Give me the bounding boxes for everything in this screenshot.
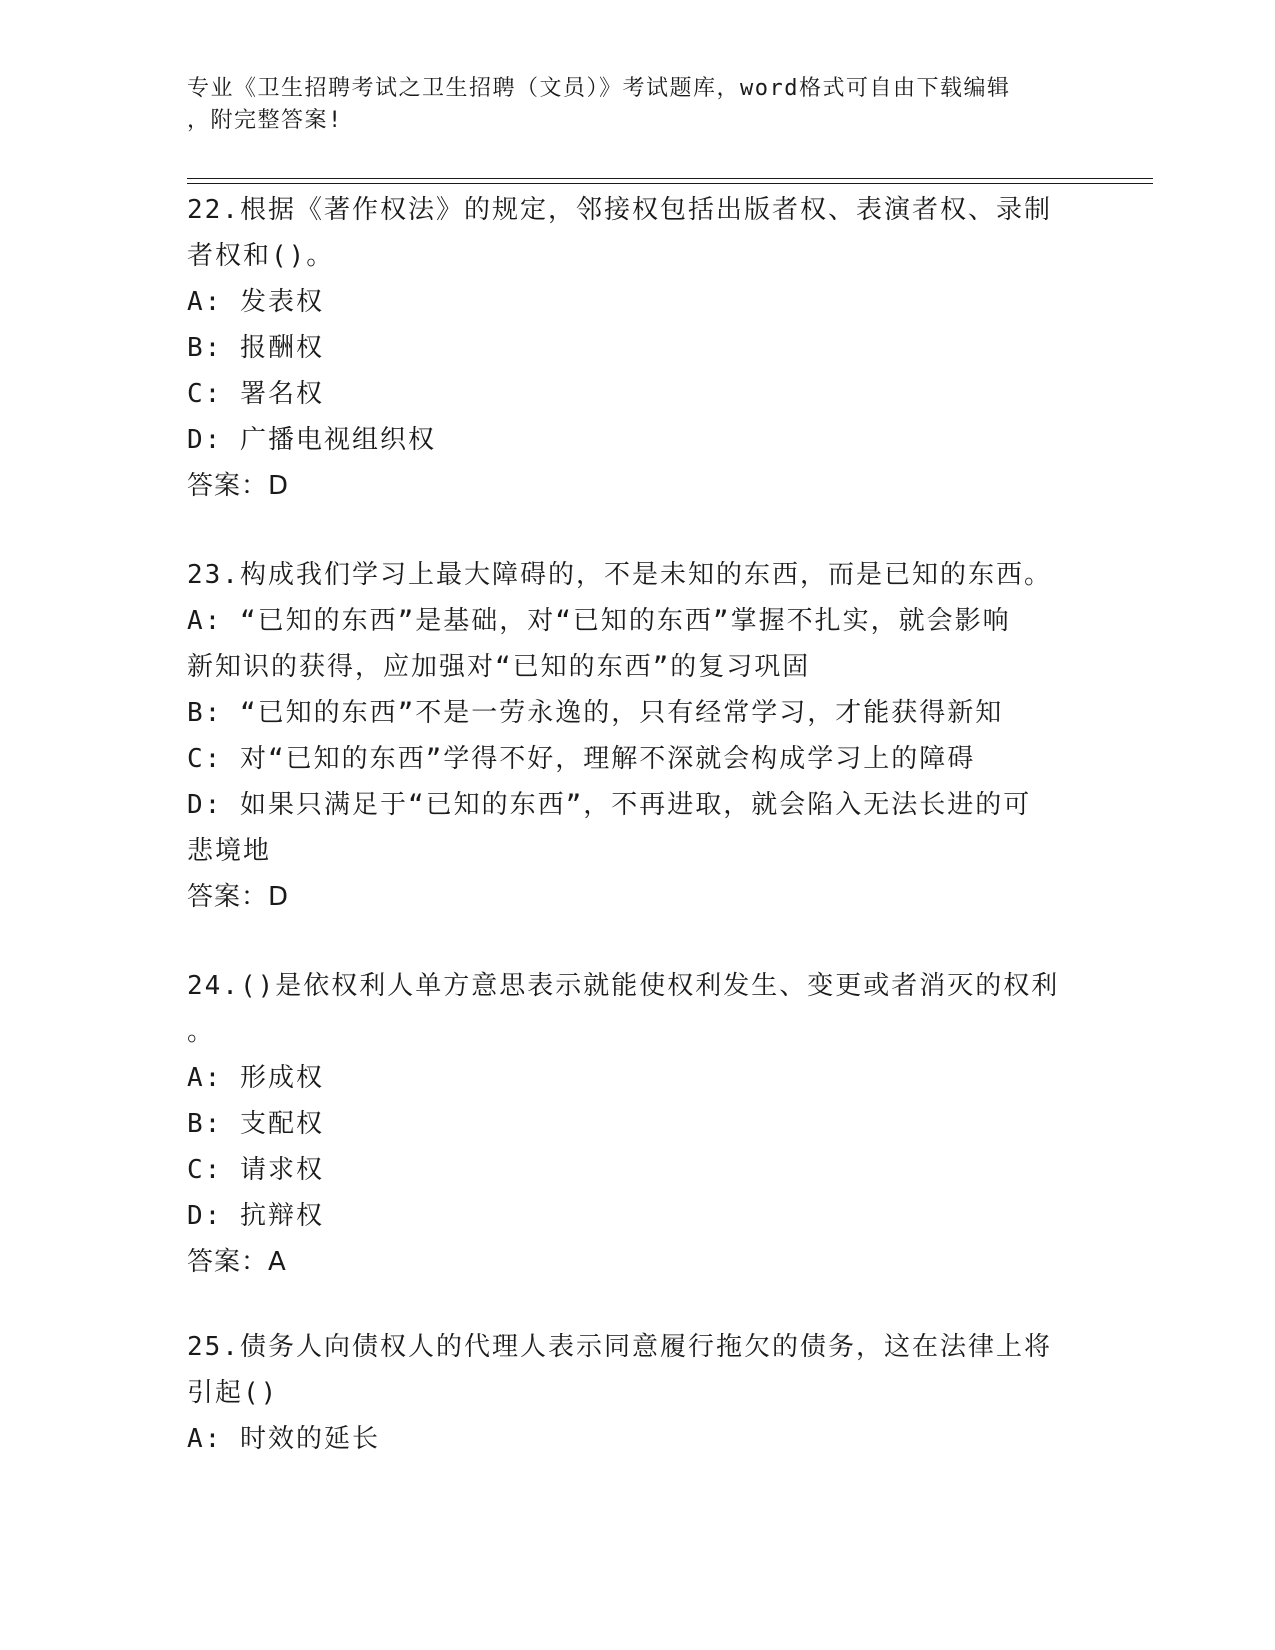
question-stem-line: 24.()是依权利人单方意思表示就能使权利发生、变更或者消灭的权利	[187, 971, 1060, 1001]
question-23	[187, 552, 1067, 920]
option-a: A: 时效的延长	[187, 1424, 380, 1454]
answer: 答案：A	[187, 1247, 287, 1277]
question-stem-line: 。	[187, 1017, 216, 1047]
option-c: C: 请求权	[187, 1155, 324, 1185]
document-header	[187, 73, 1067, 137]
question-stem-line: 23.构成我们学习上最大障碍的，不是未知的东西，而是已知的东西。	[187, 560, 1052, 590]
option-a: A: 形成权	[187, 1063, 324, 1093]
answer: 答案：D	[187, 882, 290, 912]
question-25	[187, 1324, 1067, 1462]
question-stem-line: 者权和()。	[187, 241, 335, 271]
option-c: C: 署名权	[187, 379, 324, 409]
option-a-continued: 新知识的获得，应加强对“已知的东西”的复习巩固	[187, 652, 811, 682]
option-d: D: 抗辩权	[187, 1201, 324, 1231]
option-c: C: 对“已知的东西”学得不好，理解不深就会构成学习上的障碍	[187, 744, 976, 774]
header-divider-bottom	[187, 183, 1153, 184]
header-line-1: 专业《卫生招聘考试之卫生招聘（文员）》考试题库，word格式可自由下载编辑	[187, 76, 1011, 101]
answer: 答案：D	[187, 471, 290, 501]
option-b: B: 支配权	[187, 1109, 324, 1139]
question-stem-line: 25.债务人向债权人的代理人表示同意履行拖欠的债务，这在法律上将	[187, 1332, 1052, 1362]
option-b: B: 报酬权	[187, 333, 324, 363]
option-a: A: 发表权	[187, 287, 324, 317]
option-b: B: “已知的东西”不是一劳永逸的，只有经常学习，才能获得新知	[187, 698, 1004, 728]
question-stem-line: 22.根据《著作权法》的规定，邻接权包括出版者权、表演者权、录制	[187, 195, 1052, 225]
option-d: D: 如果只满足于“已知的东西”，不再进取，就会陷入无法长进的可	[187, 790, 1032, 820]
question-24	[187, 963, 1067, 1285]
option-d: D: 广播电视组织权	[187, 425, 436, 455]
question-22	[187, 187, 1067, 509]
header-divider-top	[187, 178, 1153, 179]
header-line-2: ，附完整答案!	[187, 108, 343, 133]
question-stem-line: 引起()	[187, 1378, 279, 1408]
option-d-continued: 悲境地	[187, 836, 272, 866]
option-a: A: “已知的东西”是基础，对“已知的东西”掌握不扎实，就会影响	[187, 606, 1011, 636]
